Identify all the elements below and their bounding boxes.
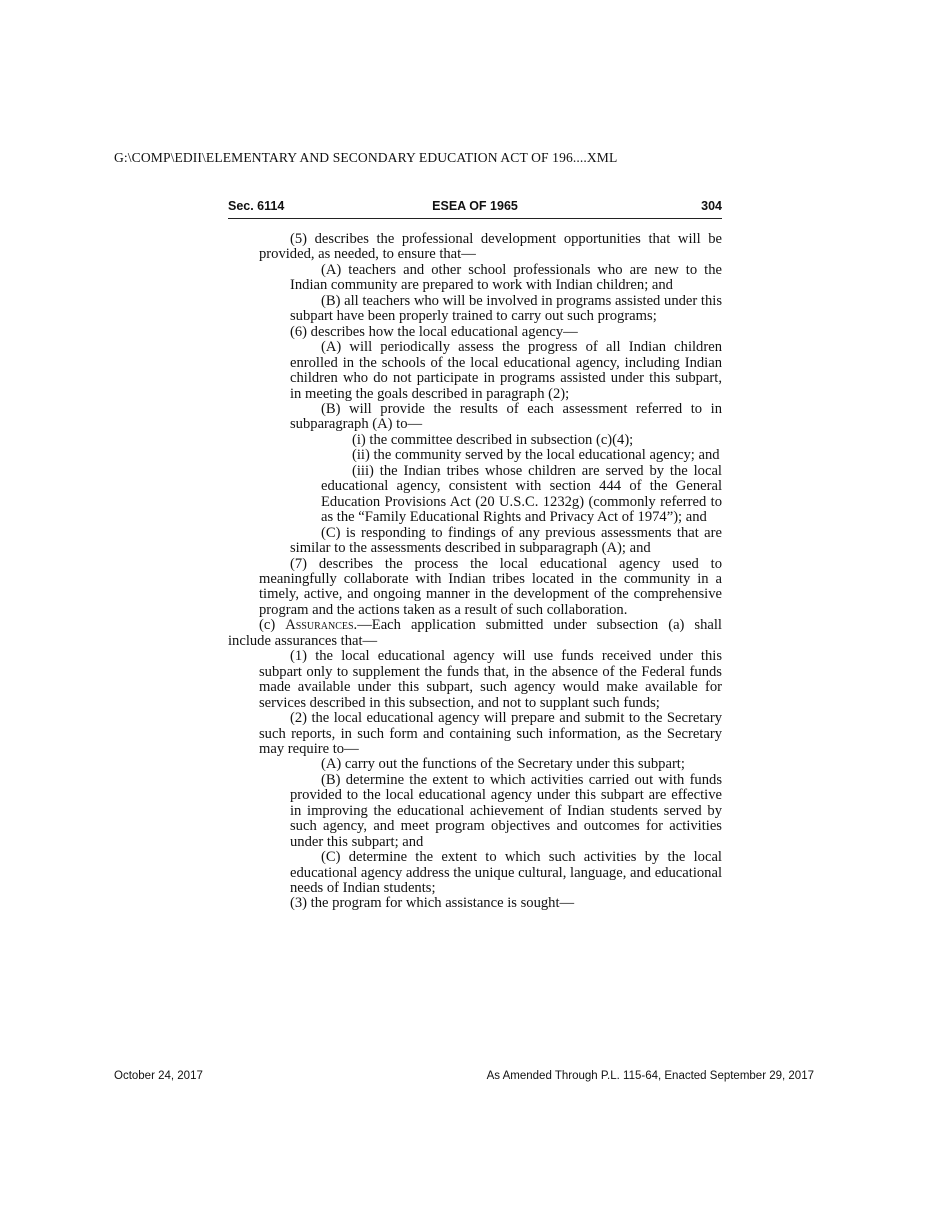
statute-body xyxy=(228,232,722,912)
page-number: 304 xyxy=(701,199,722,213)
statute-paragraph: (7) describes the process the local educational agency used to meaningfully collaborate with Indian tribes located in the community in a timely, active, and ongoing manner in the development of the comprehensive program and the actions taken as a result of such collaboration. xyxy=(259,555,722,618)
statute-paragraph: (iii) the Indian tribes whose children are served by the local educational agency, consistent with section 444 of the General Education Provisions Act (20 U.S.C. 1232g) (commonly referred to as the “Family Educational Rights and Privacy Act of 1974”); and xyxy=(321,462,722,526)
subsection-heading: Assurances xyxy=(285,617,354,634)
statute-paragraph: (i) the committee described in subsection (c)(4); xyxy=(352,431,634,448)
statute-paragraph: (5) describes the professional development opportunities that will be provided, as needed, to ensure that— xyxy=(259,231,722,263)
statute-paragraph: (C) determine the extent to which such activities by the local educational agency address the unique cultural, language, and educational needs of Indian students; xyxy=(290,849,722,897)
file-path: G:\COMP\EDII\ELEMENTARY AND SECONDARY EDUCATION ACT OF 196....XML xyxy=(114,150,618,165)
statute-paragraph xyxy=(228,618,722,649)
running-title: ESEA OF 1965 xyxy=(432,199,518,213)
statute-paragraph: (6) describes how the local educational agency— xyxy=(290,323,578,340)
statute-paragraph: (B) determine the extent to which activities carried out with funds provided to the local educational agency under this subpart are effective in improving the educational achievement of Indian students served by such agency, and meet program objectives and outcomes for activities under this subpart; and xyxy=(290,771,722,850)
statute-paragraph: (2) the local educational agency will prepare and submit to the Secretary such reports, in such form and containing such information, as the Secretary may require to— xyxy=(259,710,722,757)
footer-amendment-note: As Amended Through P.L. 115-64, Enacted September 29, 2017 xyxy=(486,1070,814,1082)
statute-paragraph: (A) carry out the functions of the Secretary under this subpart; xyxy=(321,756,685,773)
running-head xyxy=(228,199,722,219)
paragraph-text: .—Each application submitted under subsection (a) shall include assurances that— xyxy=(228,617,722,649)
statute-paragraph: (A) will periodically assess the progress of all Indian children enrolled in the schools of the local educational agency, including Indian children who do not participate in programs assisted under this subpart, in meeting the goals described in paragraph (2); xyxy=(290,339,722,402)
statute-paragraph: (ii) the community served by the local educational agency; and xyxy=(352,447,720,464)
statute-paragraph: (1) the local educational agency will use funds received under this subpart only to supplement the funds that, in the absence of the Federal funds made available under this subpart, such agency would make available for services described in this subsection, and not to supplant such funds; xyxy=(259,648,722,711)
statute-paragraph: (C) is responding to findings of any previous assessments that are similar to the assessments described in subparagraph (A); and xyxy=(290,524,722,557)
statute-paragraph: (B) will provide the results of each assessment referred to in subparagraph (A) to— xyxy=(290,400,722,433)
statute-paragraph: (A) teachers and other school professionals who are new to the Indian community are prepared to work with Indian children; and xyxy=(290,261,722,294)
statute-paragraph: (B) all teachers who will be involved in programs assisted under this subpart have been properly trained to carry out such programs; xyxy=(290,292,722,325)
statute-paragraph: (3) the program for which assistance is sought— xyxy=(290,895,575,912)
subsection-prefix: (c) xyxy=(259,617,286,634)
section-number: Sec. 6114 xyxy=(228,199,285,213)
footer-date: October 24, 2017 xyxy=(114,1070,203,1082)
